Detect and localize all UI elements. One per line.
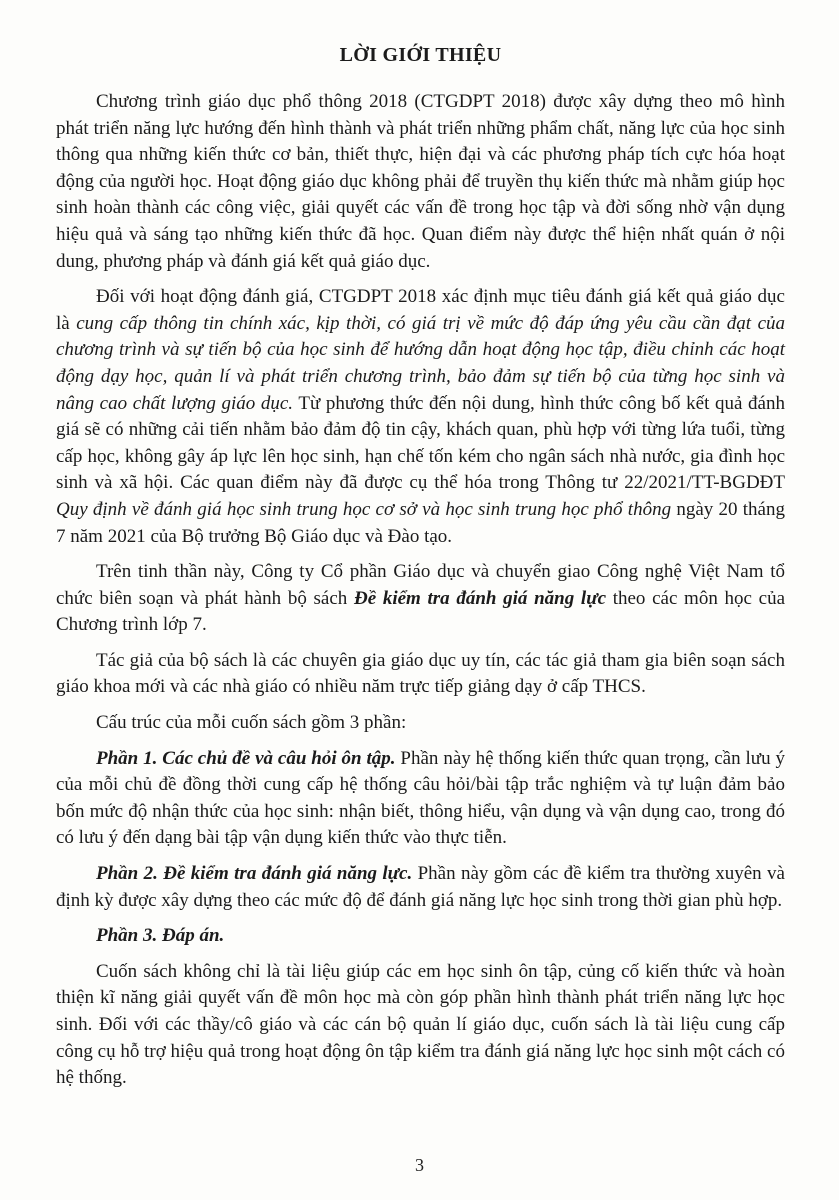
document-title: LỜI GIỚI THIỆU [339,44,502,66]
text-run: Phần này gồm các đề kiểm tra thường xuyên và định kỳ được xây dựng theo các mức độ để đánh giá năng lực học sinh trong thời gian phù hợp. [56,863,785,911]
text-run-bold-italic: Phần 1. Các chủ đề và câu hỏi ôn tập. [96,747,396,769]
text-run: Phần này hệ thống kiến thức quan trọng, cần lưu ý của mỗi chủ đề đồng thời cung cấp hệ thống câu hỏi/bài tập trắc nghiệm và tự luận đảm bảo bốn mức độ nhận thức của học sinh: nhận biết, thông hiểu, vận dụng và vận dụng cao, trong đó có lưu ý đến dạng bài tập vận dụng kiến thức vào thực tiễn. [56,747,785,849]
paragraph-book-series [56,559,785,639]
text-run-italic: Quy định về đánh giá học sinh trung học cơ sở và học sinh trung học phổ thông [56,498,672,520]
page-number: 3 [415,1155,424,1175]
paragraph-part-2 [56,861,785,914]
paragraph-part-1 [56,746,785,852]
paragraph-intro [56,89,785,275]
paragraph-authors [56,648,785,701]
text-run: Chương trình giáo dục phổ thông 2018 (CTGDPT 2018) được xây dựng theo mô hình phát triển năng lực hướng đến hình thành và phát triển những phẩm chất, năng lực của học sinh thông qua những kiến thức cơ bản, thiết thực, hiện đại và các phương pháp tích cực hóa hoạt động của người học. Hoạt động giáo dục không phải để truyền thụ kiến thức mà nhằm giúp học sinh hoàn thành các công việc, giải quyết các vấn đề trong học tập và đời sống nhờ vận dụng hiệu quả và sáng tạo những kiến thức đã học. Quan điểm này được thể hiện nhất quán ở nội dung, phương pháp và đánh giá kết quả giáo dục. [56,91,785,272]
text-run: Cấu trúc của mỗi cuốn sách gồm 3 phần: [96,712,407,734]
text-run-italic: cung cấp thông tin chính xác, kịp thời, có giá trị về mức độ đáp ứng yêu cầu cần đạt của chương trình và sự tiến bộ của học sinh để hướng dẫn hoạt động học tập, điều chỉnh các hoạt động dạy học, quản lí và phát triển chương trình, bảo đảm sự tiến bộ của từng học sinh và nâng cao chất lượng giáo dục. [56,312,786,414]
paragraph-part-3 [56,923,785,950]
paragraph-assessment-goals [56,284,785,550]
text-run: Cuốn sách không chỉ là tài liệu giúp các em học sinh ôn tập, củng cố kiến thức và hoàn thiện kĩ năng giải quyết vấn đề môn học mà còn góp phần hình thành phát triển năng lực học sinh. Đối với các thầy/cô giáo và các cán bộ quản lí giáo dục, cuốn sách là tài liệu cung cấp công cụ hỗ trợ hiệu quả trong hoạt động ôn tập kiểm tra đánh giá năng lực học sinh một cách có hệ thống. [56,960,785,1089]
text-run: Trên tinh thần này, Công ty Cổ phần Giáo dục và chuyển giao Công nghệ Việt Nam tổ chức biên soạn và phát hành bộ sách [56,561,785,609]
text-run: theo các môn học của Chương trình lớp 7. [56,587,785,636]
text-run-bold-italic: Phần 3. Đáp án. [96,925,225,947]
text-run: Tác giả của bộ sách là các chuyên gia giáo dục uy tín, các tác giả tham gia biên soạn sách giáo khoa mới và các nhà giáo có nhiều năm trực tiếp giảng dạy ở cấp THCS. [56,649,785,698]
text-run-bold-italic: Phần 2. Đề kiểm tra đánh giá năng lực. [96,863,413,885]
paragraph-conclusion [56,959,785,1092]
text-run: Đối với hoạt động đánh giá, CTGDPT 2018 xác định mục tiêu đánh giá kết quả giáo dục là [56,286,785,334]
text-run: ngày 20 tháng 7 năm 2021 của Bộ trưởng Bộ Giáo dục và Đào tạo. [56,498,785,547]
paragraph-structure-intro [56,710,785,737]
text-run-bold-italic: Đề kiểm tra đánh giá năng lực [353,587,607,609]
text-run: Từ phương thức đến nội dung, hình thức công bố kết quả đánh giá sẽ có những cải tiến nhằm bảo đảm độ tin cậy, khách quan, phù hợp với từng lứa tuổi, từng cấp học, không gây áp lực lên học sinh, hạn chế tốn kém cho ngân sách nhà nước, gia đình học sinh và xã hội. Các quan điểm này đã được cụ thể hóa trong Thông tư 22/2021/TT-BGDĐT [56,392,785,494]
